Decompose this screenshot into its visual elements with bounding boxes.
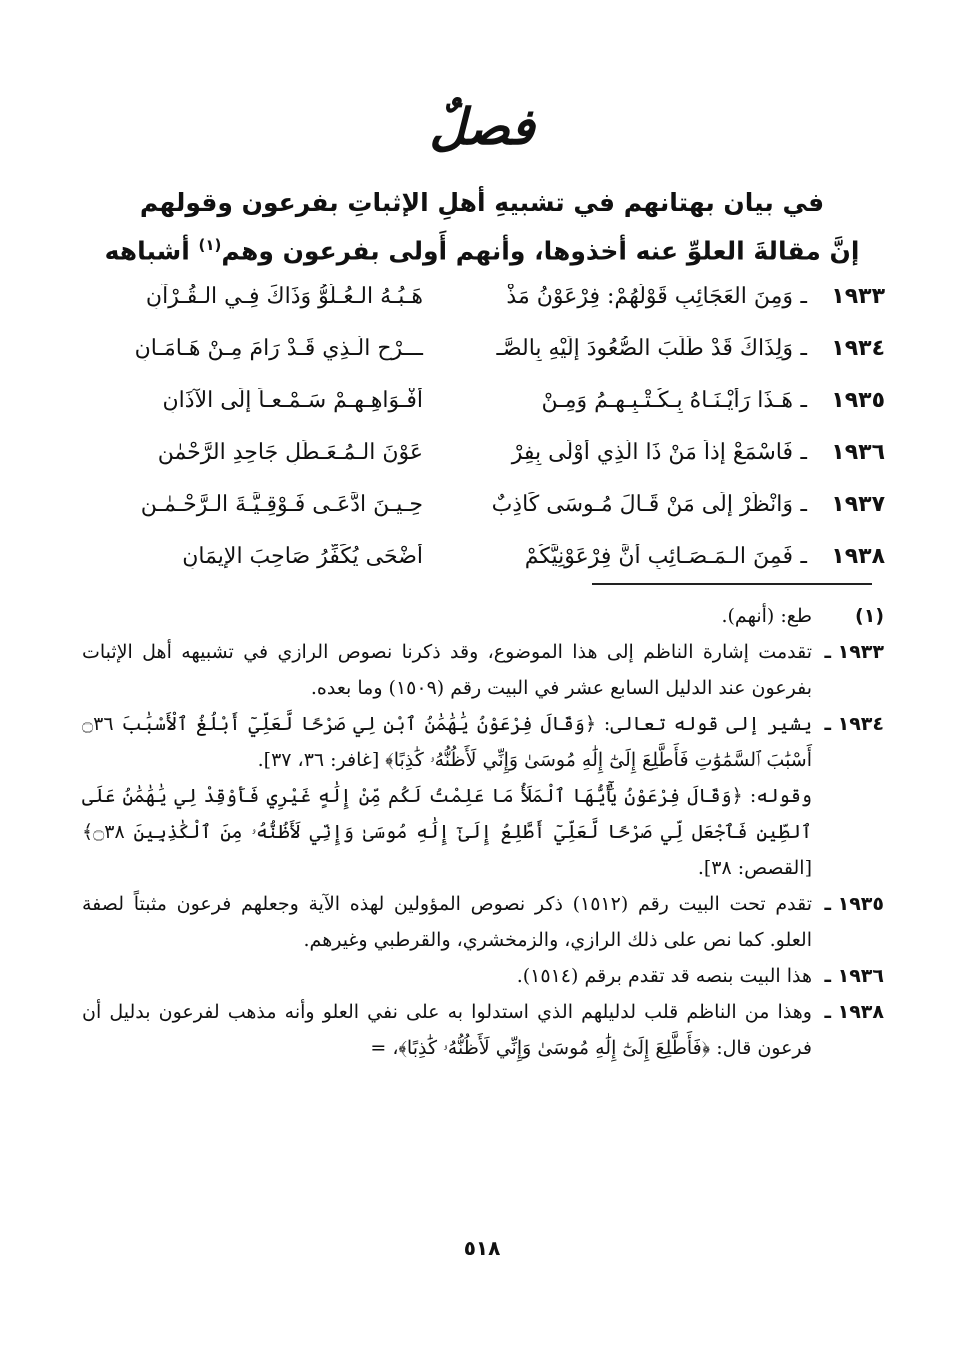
verse-first-hemistich: وَانْظُرْ إِلَى مَنْ قَـالَ مُـوسَى كَاذِبٌ bbox=[491, 491, 793, 517]
footnote-mark: (١) bbox=[198, 236, 222, 254]
verse-second-hemistich: أَضْحَى يُكَفِّرُ صَاحِبَ الإِيمَانِ bbox=[182, 543, 423, 569]
heading-line-2 bbox=[80, 224, 884, 272]
verse-first-hemistich: وَلِذَاكَ قَدْ طَلَبَ الصُّعُودَ إِلَيْهِ بِالصَّـ bbox=[496, 335, 793, 361]
footnote-text: طع: (أنهم). bbox=[721, 605, 812, 627]
commentary-note bbox=[82, 958, 884, 994]
verse-number: ١٩٣٥ bbox=[831, 387, 885, 413]
verse-row: ١٩٣٦ ـ فَاسْمَعْ إِذاً مَنْ ذَا الَّذِي أَوْلَى بِفِرْ عَوْنَ الـمُـعَـطِّلِ جَاحِدِ الرَّحْمٰنِ bbox=[75, 426, 885, 478]
verse-row: ١٩٣٥ ـ هَـذَا رَأَيْـنَـاهُ بِـكُـتْـبِـهِـمُ وَمِـنْ أَفْـوَاهِـهِـمْ سَـمْـعـاً إِلَى الآذَانِ bbox=[75, 374, 885, 426]
verse-second-hemistich: حِـيـنَ ادَّعَـى فَـوْقِـيَّـةَ الـرَّحْـمٰـنِ bbox=[140, 491, 423, 517]
note-verse-number: ١٩٣٨ ـ bbox=[824, 1001, 884, 1023]
note-verse-number: ١٩٣٤ ـ bbox=[824, 713, 884, 735]
note-verse-number: ١٩٣٥ ـ bbox=[824, 893, 884, 915]
heading-line-2-a: إنَّ مقالةَ العلوِّ عنه أخذوها، وأنهم أَولى بفرعون وهم bbox=[221, 236, 860, 266]
note-text: تقدم تحت البيت رقم (١٥١٢) ذكر نصوص المؤولين لهذه الآية وجعلهم فرعون مثبتاً لصفة العلو. كما نص على ذلك الرازي، والزمخشري، والقرطبي وغيرهم. bbox=[82, 893, 812, 951]
verse-row: ١٩٣٨ ـ فَمِنَ الـمَـصَـائِبِ أَنَّ فِرْعَوْنِيَّكُمْ أَضْحَى يُكَفِّرُ صَاحِبَ الإِيمَانِ bbox=[75, 530, 885, 582]
commentary-note-continued bbox=[82, 778, 884, 886]
verse-number: ١٩٣٣ bbox=[831, 283, 885, 309]
commentary-note bbox=[82, 706, 884, 778]
verse-second-hemistich: هَـبُـهُ الـعُـلُوُّ وَذَاكَ فِـي الـقُـرْآنِ bbox=[145, 283, 423, 309]
verse-list bbox=[75, 270, 885, 582]
verse-second-hemistich: ـــرْحِ الَّـذِي قَـدْ رَامَ مِـنْ هَـامَـانِ bbox=[134, 335, 423, 361]
commentary-note bbox=[82, 634, 884, 706]
verse-number: ١٩٣٨ bbox=[831, 543, 885, 569]
heading-line-2-b: أشباهه bbox=[104, 236, 199, 266]
note-text: يشير إلى قوله تعالى: ﴿وَقَالَ فِرْعَوْنُ يَٰهَٰمَٰنُ ٱبْنِ لِي صَرْحًا لَّعَلِّيٓ أَبْلُغُ ٱلْأَسْبَٰبَ ۝٣٦ أَسْبَٰبَ ٱلسَّمَٰوَٰتِ فَأَطَّلِعَ إِلَىٰٓ إِلَٰهِ مُوسَىٰ وَإِنِّي لَأَظُنُّهُۥ كَٰذِبًا﴾ [غافر: ٣٦، ٣٧]. bbox=[82, 713, 812, 771]
footnote-number: (١) bbox=[855, 605, 884, 627]
verse-second-hemistich: عَوْنَ الـمُـعَـطِّلِ جَاحِدِ الرَّحْمٰنِ bbox=[157, 439, 423, 465]
verse-first-hemistich: فَمِنَ الـمَـصَـائِبِ أَنَّ فِرْعَوْنِيَّكُمْ bbox=[524, 543, 793, 569]
verse-row: ١٩٣٣ ـ وَمِنَ العَجَائِبِ قَوْلُهُمْ: فِرْعَوْنُ مَذْ هَـبُـهُ الـعُـلُوُّ وَذَاكَ فِـي الـقُـرْآنِ bbox=[75, 270, 885, 322]
note-verse-number: ١٩٣٣ ـ bbox=[824, 641, 884, 663]
note-verse-number: ١٩٣٦ ـ bbox=[824, 965, 884, 987]
verse-number: ١٩٣٧ bbox=[831, 491, 885, 517]
section-heading bbox=[80, 182, 884, 272]
verse-first-hemistich: هَـذَا رَأَيْـنَـاهُ بِـكُـتْـبِـهِـمُ وَمِـنْ bbox=[541, 387, 793, 413]
footnotes bbox=[82, 598, 884, 1066]
note-text: هذا البيت بنصه قد تقدم برقم (١٥١٤). bbox=[516, 965, 812, 987]
verse-row: ١٩٣٧ ـ وَانْظُرْ إِلَى مَنْ قَـالَ مُـوسَى كَاذِبٌ حِـيـنَ ادَّعَـى فَـوْقِـيَّـةَ الـرَّحْـمٰـنِ bbox=[75, 478, 885, 530]
note-text: تقدمت إشارة الناظم إلى هذا الموضوع، وقد ذكرنا نصوص الرازي في تشبيهه أهل الإثبات بفرعون عند الدليل السابع عشر في البيت رقم (١٥٠٩) وما بعده. bbox=[82, 641, 812, 699]
note-text: وقوله: ﴿وَقَالَ فِرْعَوْنُ يَٰٓأَيُّهَا ٱلْمَلَأُ مَا عَلِمْتُ لَكُم مِّنْ إِلَٰهٍ غَيْرِي فَأَوْقِدْ لِي يَٰهَٰمَٰنُ عَلَى ٱلطِّينِ فَٱجْعَل لِّي صَرْحًا لَّعَلِّيٓ أَطَّلِعُ إِلَىٰٓ إِلَٰهِ مُوسَىٰ وَإِنِّي لَأَظُنُّهُۥ مِنَ ٱلْكَٰذِبِينَ ۝٣٨﴾ [القصص: ٣٨]. bbox=[82, 785, 812, 879]
verse-first-hemistich: فَاسْمَعْ إِذاً مَنْ ذَا الَّذِي أَوْلَى بِفِرْ bbox=[511, 439, 793, 465]
verse-first-hemistich: وَمِنَ العَجَائِبِ قَوْلُهُمْ: فِرْعَوْنُ مَذْ bbox=[506, 283, 793, 309]
note-text: وهذا من الناظم قلب لدليلهم الذي استدلوا به على نفي العلو وأنه مذهب لفرعون بدليل أن فرعون قال: ﴿فَأَطَّلِعَ إِلَىٰٓ إِلَٰهِ مُوسَىٰ وَإِنِّي لَأَظُنُّهُۥ كَٰذِبًا﴾، = bbox=[82, 1001, 812, 1059]
chapter-title: فصلٌ bbox=[429, 97, 535, 156]
verse-second-hemistich: أَفْـوَاهِـهِـمْ سَـمْـعـاً إِلَى الآذَانِ bbox=[162, 387, 423, 413]
verse-row: ١٩٣٤ ـ وَلِذَاكَ قَدْ طَلَبَ الصُّعُودَ إِلَيْهِ بِالصَّـ ـــرْحِ الَّـذِي قَـدْ رَامَ مِـنْ هَـامَـانِ bbox=[75, 322, 885, 374]
commentary-note bbox=[82, 994, 884, 1066]
footnote-divider bbox=[592, 583, 872, 585]
commentary-note bbox=[82, 886, 884, 958]
footnote bbox=[82, 598, 884, 634]
heading-line-1: في بيان بهتانهم في تشبيهِ أهلِ الإثباتِ بفرعون وقولهم bbox=[139, 188, 825, 217]
page-number: ٥١٨ bbox=[463, 1236, 501, 1260]
verse-number: ١٩٣٦ bbox=[831, 439, 885, 465]
verse-number: ١٩٣٤ bbox=[831, 335, 885, 361]
